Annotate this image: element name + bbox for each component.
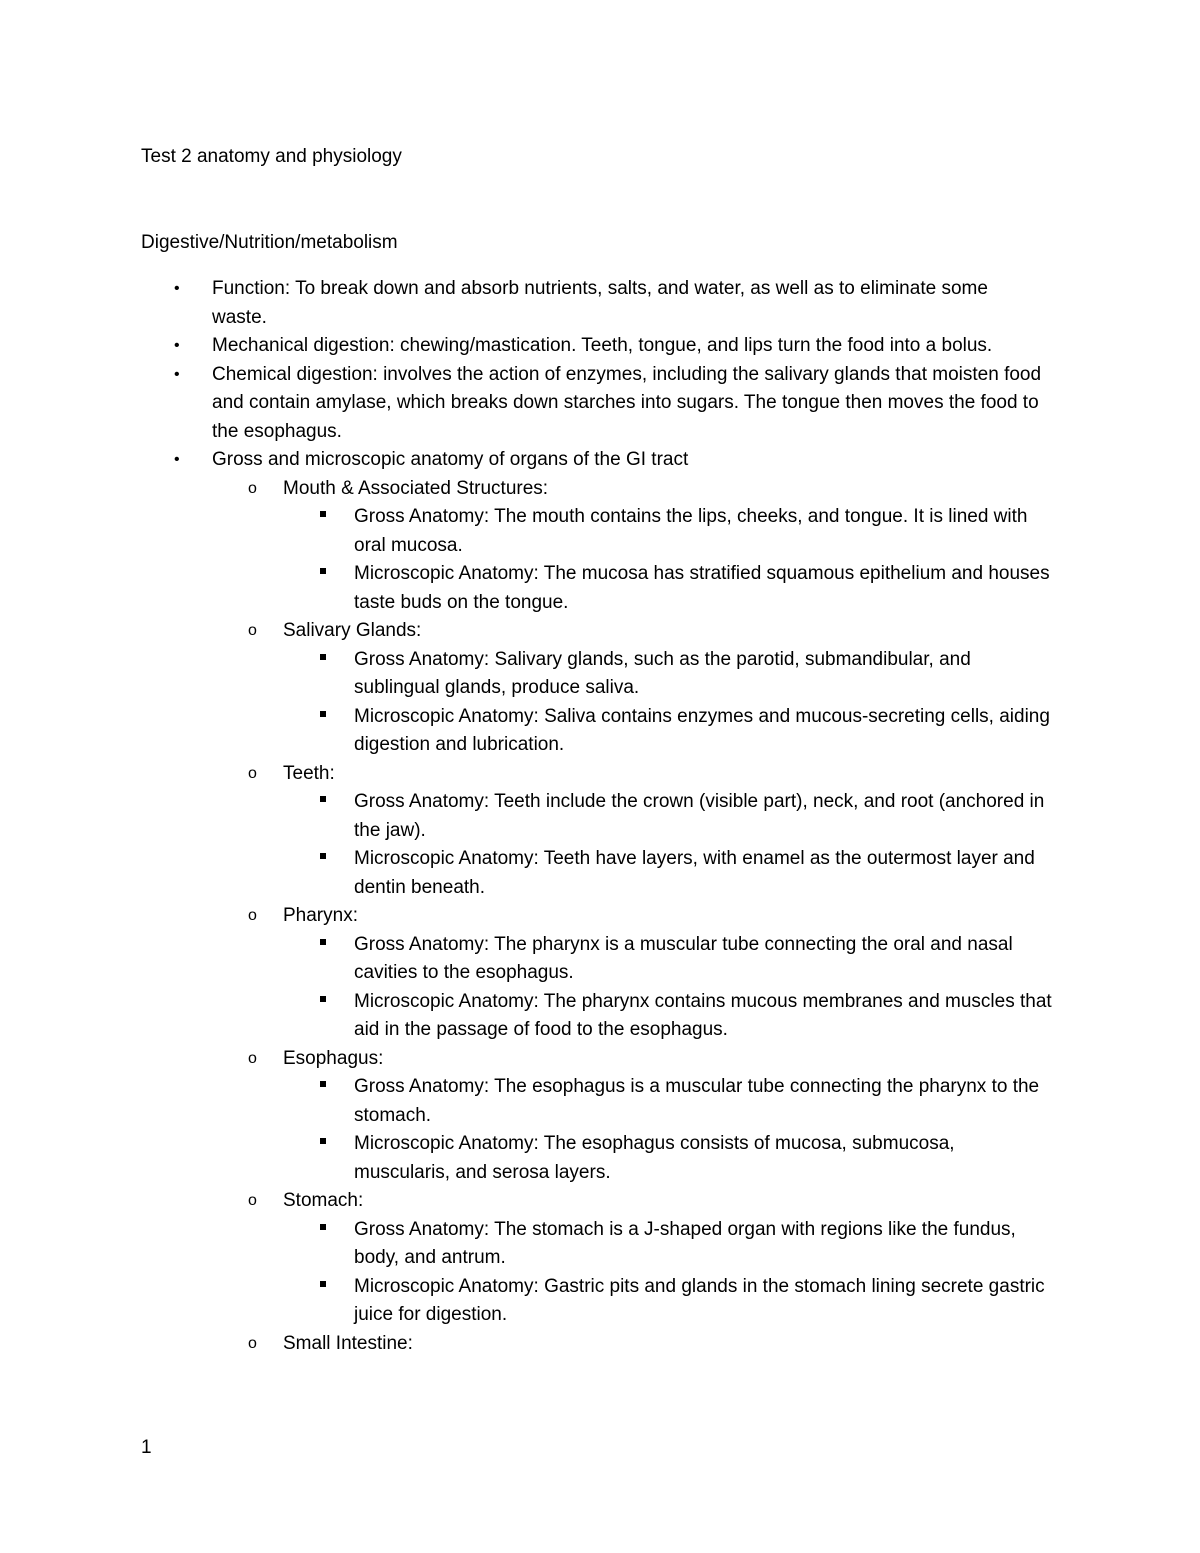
- organ-item: [71, 760, 1060, 903]
- organ-name: Stomach:: [283, 1190, 364, 1211]
- organ-name: Mouth & Associated Structures:: [283, 477, 549, 499]
- square-bullet-icon: [320, 939, 326, 945]
- list-item: [0, 275, 1200, 332]
- organ-item: [71, 1330, 1060, 1359]
- detail-text: Gross Anatomy: The mouth contains the lips, cheeks, and tongue. It is lined with oral mucosa.: [354, 506, 1028, 556]
- square-bullet-icon: [320, 1281, 326, 1287]
- list-item-text: Function: To break down and absorb nutrients, salts, and water, as well as to eliminate some waste.: [212, 278, 988, 328]
- organ-name: Teeth:: [283, 762, 335, 784]
- organ-item: [71, 1187, 1060, 1330]
- square-bullet-icon: [320, 711, 326, 717]
- detail-text: Gross Anatomy: Salivary glands, such as the parotid, submandibular, and sublingual glands, produce saliva.: [354, 648, 971, 698]
- sub-bullet-icon: o: [248, 1192, 257, 1209]
- detail-item: [142, 988, 1054, 1045]
- detail-text: Gross Anatomy: Teeth include the crown (visible part), neck, and root (anchored in the jaw).: [354, 791, 1045, 841]
- organ-name: Salivary Glands:: [283, 620, 422, 641]
- detail-text: Gross Anatomy: The pharynx is a muscular tube connecting the oral and nasal cavities to the esophagus.: [354, 933, 1013, 983]
- detail-item: [142, 1073, 1054, 1130]
- sub-bullet-icon: o: [248, 479, 257, 497]
- detail-list: [142, 931, 1060, 1045]
- detail-text: Microscopic Anatomy: Teeth have layers, with enamel as the outermost layer and dentin beneath.: [354, 848, 1035, 898]
- square-bullet-icon: [320, 853, 326, 859]
- detail-text: Microscopic Anatomy: The pharynx contains mucous membranes and muscles that aid in the passage of food to the esophagus.: [354, 990, 1052, 1040]
- list-item: [0, 361, 1200, 447]
- organ-name: Pharynx:: [283, 905, 358, 926]
- detail-text: Microscopic Anatomy: Saliva contains enzymes and mucous-secreting cells, aiding digestion and lubrication.: [354, 705, 1050, 755]
- organ-item: [71, 1045, 1060, 1188]
- detail-list: [142, 1073, 1060, 1187]
- sub-bullet-icon: o: [248, 1334, 257, 1352]
- detail-text: Microscopic Anatomy: The mucosa has stratified squamous epithelium and houses taste buds on the tongue.: [354, 563, 1050, 613]
- detail-text: Microscopic Anatomy: The esophagus consists of mucosa, submucosa, muscularis, and serosa layers.: [354, 1133, 955, 1183]
- detail-item: [142, 1273, 1054, 1330]
- sub-bullet-icon: o: [248, 764, 257, 782]
- sub-bullet-icon: o: [248, 1049, 257, 1067]
- square-bullet-icon: [320, 654, 326, 660]
- square-bullet-icon: [320, 511, 326, 517]
- square-bullet-icon: [320, 568, 326, 574]
- organ-item: [71, 617, 1060, 760]
- bullet-icon: •: [174, 280, 180, 297]
- detail-list: [142, 1216, 1060, 1330]
- detail-text: Microscopic Anatomy: Gastric pits and glands in the stomach lining secrete gastric juice for digestion.: [354, 1275, 1045, 1325]
- detail-item: [142, 703, 1054, 760]
- detail-list: [142, 503, 1060, 617]
- detail-item: [142, 1216, 1054, 1273]
- bullet-icon: •: [174, 365, 180, 383]
- square-bullet-icon: [320, 796, 326, 802]
- organ-name: Esophagus:: [283, 1047, 384, 1069]
- section-heading: Digestive/Nutrition/metabolism: [141, 232, 398, 253]
- detail-item: [142, 503, 1054, 560]
- square-bullet-icon: [320, 1138, 326, 1144]
- list-item-text: Chemical digestion: involves the action of enzymes, including the salivary glands that moisten food and contain amylase, which breaks down starches into sugars. The tongue then moves the food to the esophagus.: [212, 363, 1042, 442]
- organ-name: Small Intestine:: [283, 1332, 413, 1354]
- page-number: 1: [141, 1437, 152, 1458]
- organ-item: [71, 902, 1060, 1045]
- square-bullet-icon: [320, 1224, 326, 1230]
- organ-list: [71, 475, 1060, 1359]
- bullet-icon: •: [174, 451, 180, 468]
- organ-item: [71, 475, 1060, 618]
- detail-list: [142, 646, 1060, 760]
- main-bullet-list: [0, 275, 1200, 1358]
- detail-item: [142, 646, 1054, 703]
- sub-bullet-icon: o: [248, 622, 257, 639]
- square-bullet-icon: [320, 996, 326, 1002]
- list-item: [0, 332, 1200, 361]
- detail-item: [142, 845, 1054, 902]
- square-bullet-icon: [320, 1081, 326, 1087]
- document-title: Test 2 anatomy and physiology: [141, 146, 402, 167]
- sub-bullet-icon: o: [248, 907, 257, 924]
- detail-text: Gross Anatomy: The stomach is a J-shaped organ with regions like the fundus, body, and antrum.: [354, 1218, 1016, 1268]
- detail-list: [142, 788, 1060, 902]
- bullet-icon: •: [174, 337, 180, 354]
- detail-text: Gross Anatomy: The esophagus is a muscular tube connecting the pharynx to the stomach.: [354, 1076, 1040, 1126]
- detail-item: [142, 931, 1054, 988]
- list-item-text: Mechanical digestion: chewing/mastication. Teeth, tongue, and lips turn the food into a bolus.: [212, 335, 993, 356]
- list-item: [0, 446, 1200, 1358]
- detail-item: [142, 1130, 1054, 1187]
- detail-item: [142, 788, 1054, 845]
- list-item-text: Gross and microscopic anatomy of organs of the GI tract: [212, 449, 689, 470]
- detail-item: [142, 560, 1054, 617]
